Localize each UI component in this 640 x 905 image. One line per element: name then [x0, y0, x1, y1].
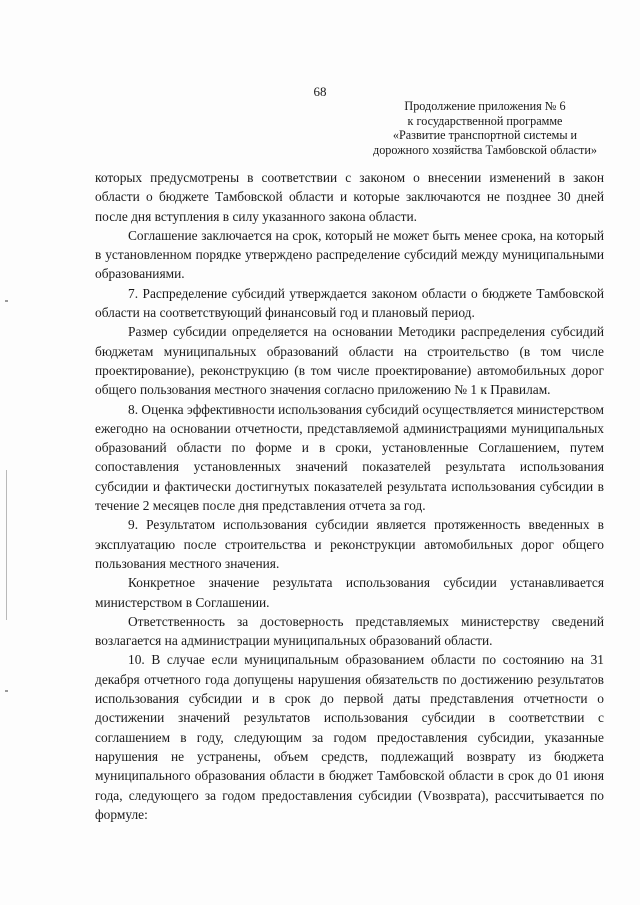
paragraph-10-refund: 10. В случае если муниципальным образованием области по состоянию на 31 декабря отчетного года допущены нарушения обязательств по достижению результатов использования субсидии и в срок до первой даты представления отчетности о достижении значений результатов использования субсидии в соответствии с соглашением в году, следующим за годом предоставления субсидии, указанные нарушения не устранены, объем средств, подлежащий возврату из бюджета муниципального образования области в бюджет Тамбовской области в срок до 01 июня года, следующего за годом предоставления субсидии (Vвозврата), рассчитывается по формуле: — [95, 652, 604, 822]
paragraph-9-result: 9. Результатом использования субсидии является протяженность введенных в эксплуатацию после строительства и реконструкции автомобильных дорог общего пользования местного значения. — [95, 517, 604, 571]
appendix-header-line: «Развитие транспортной системы и — [392, 128, 578, 142]
binding-dot — [5, 300, 8, 302]
paragraph-responsibility: Ответственность за достоверность представляемых министерству сведений возлагается на администрации муниципальных образований области. — [95, 613, 604, 649]
page-number: 68 — [313, 84, 327, 99]
binding-dot — [5, 690, 8, 692]
appendix-header-line: Продолжение приложения № 6 — [404, 99, 566, 113]
paragraph-7-distribution: 7. Распределение субсидий утверждается законом области о бюджете Тамбовской области на соответствующий финансовый год и плановый период. — [95, 285, 604, 321]
paragraph-agreement-term: Соглашение заключается на срок, который не может быть менее срока, на который в установленном порядке утверждено распределение субсидий между муниципальными образованиями. — [95, 227, 604, 282]
appendix-header-line: дорожного хозяйства Тамбовской области» — [373, 142, 597, 157]
binding-edge-mark — [6, 470, 7, 620]
paragraph-continuation: которых предусмотрены в соответствии с законом о внесении изменений в закон области о бюджете Тамбовской области и которые заключаются не позднее 30 дней после дня вступления в силу указанного закона области. — [95, 170, 604, 224]
appendix-header-line: к государственной программе — [407, 113, 563, 128]
document-body — [95, 168, 604, 824]
appendix-header — [360, 99, 610, 157]
paragraph-specific-value: Конкретное значение результата использования субсидии устанавливается министерством в Соглашении. — [95, 575, 604, 610]
paragraph-subsidy-size: Размер субсидии определяется на основании Методики распределения субсидий бюджетам муниципальных образований области на строительство (в том числе проектирование), реконструкцию (в том числе проектирование) автомобильных дорог общего пользования местного значения согласно приложению № 1 к Правилам. — [95, 324, 604, 398]
paragraph-8-efficiency: 8. Оценка эффективности использования субсидий осуществляется министерством ежегодно на основании отчетности, представляемой администрациями муниципальных образований области по форме и в сроки, установленные Соглашением, путем сопоставления установленных значений показателей результата использования субсидии и фактически достигнутых показателей результата использования субсидии в течение 2 месяцев после дня представления отчета за год. — [95, 401, 604, 514]
